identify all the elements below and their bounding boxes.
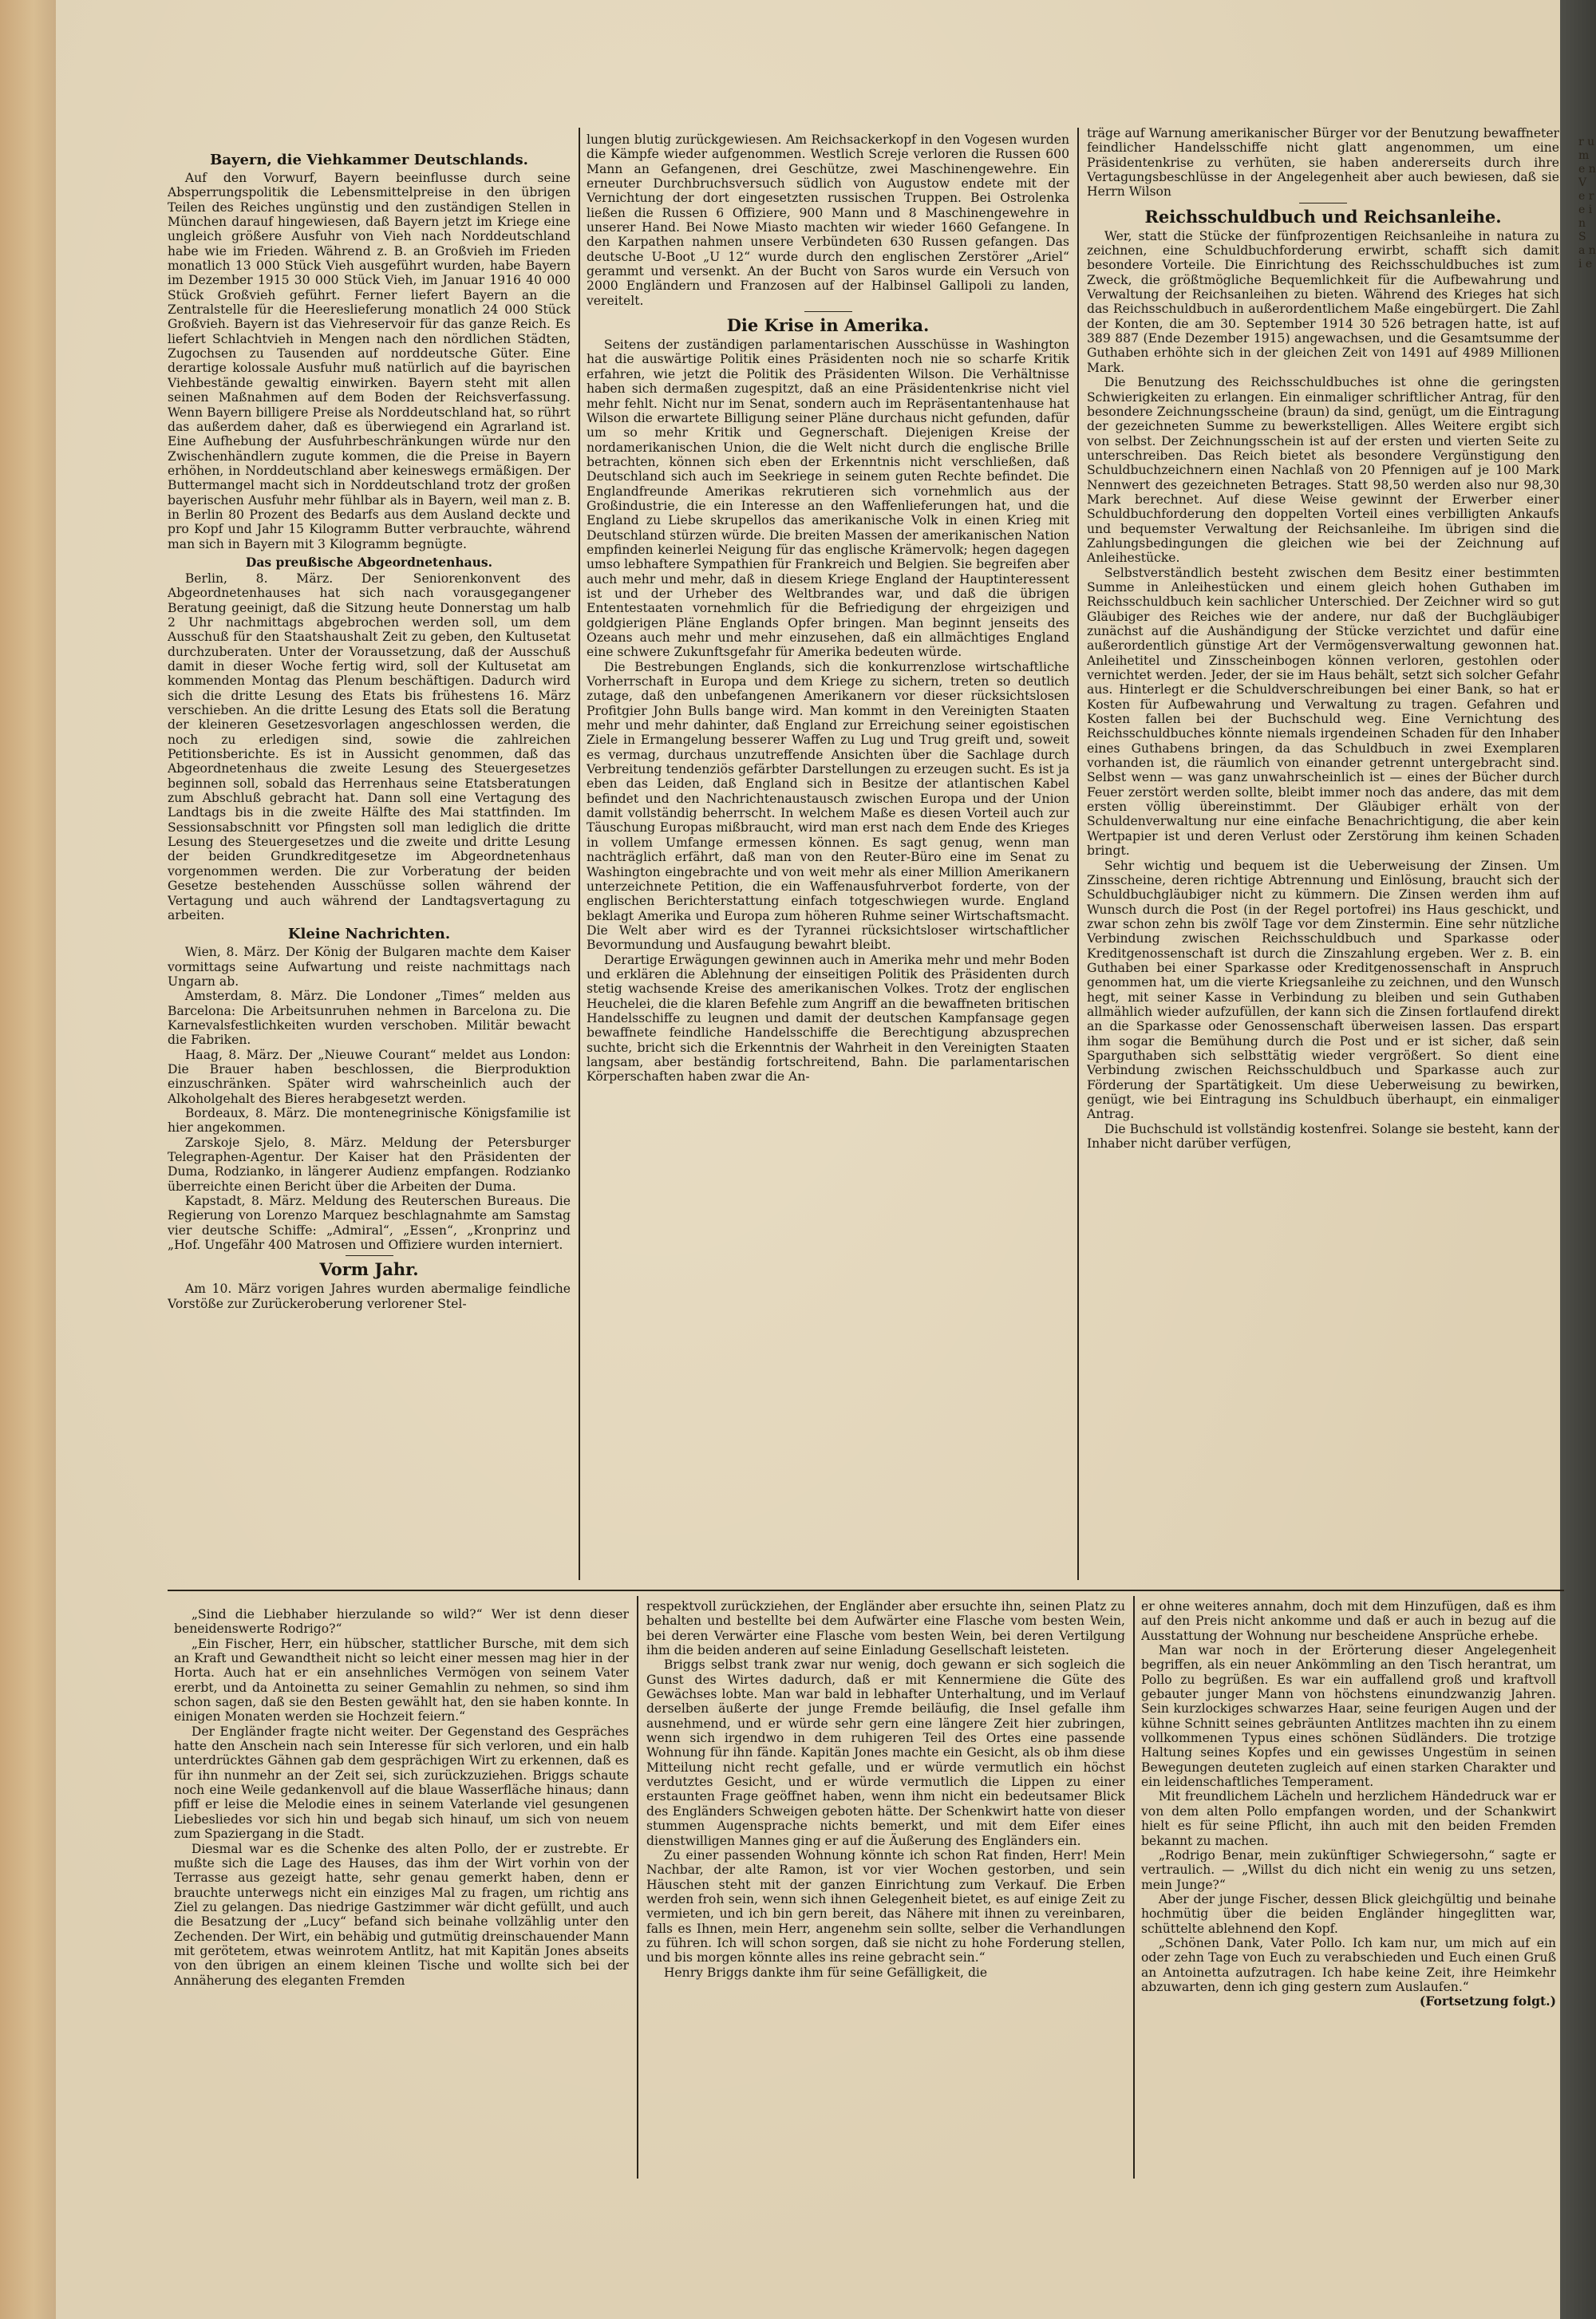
article-paragraph: Berlin, 8. März. Der Seniorenkonvent des Abgeordnetenhauses hat sich nach vorausgegangener Beratung geeinigt, daß die Sitzung heute Donnerstag um halb 2 Uhr nachmittags abgebrochen werden soll, um dem Ausschuß für den Staatshaushalt Zeit zu geben, den Kultusetat durchzuberaten. Unter der Voraussetzung, daß der Ausschuß damit in dieser Woche fertig wird, soll der Kultusetat am kommenden Montag das Plenum beschäftigen. Dadurch wird sich die dritte Lesung des Etats bis frühestens 16. März verschieben. An die dritte Lesung des Etats soll die Beratung der kleineren Gesetzesvorlagen angeschlossen werden, die noch zu erledigen sind, sowie die zahlreichen Petitionsberichte. Es ist in Aussicht genommen, daß das Abgeordnetenhaus die zweite Lesung des Steuergesetzes beginnen soll, sobald das Herrenhaus seine Etatsberatungen zum Abschluß gebracht hat. Dann soll eine Vertagung des Landtags bis in die zweite Hälfte des Mai stattfinden. Im Sessionsabschnitt vor Pfingsten soll man lediglich die dritte Lesung des Steuergesetzes und die zweite und dritte Lesung der beiden Grundkreditgesetze im Abgeordnetenhaus vorgenommen werden. Die zur Vorberatung der beiden Gesetze bestehenden Ausschüsse sollen während der Vertagung und auch während der Landtagsvertagung zu arbeiten. (168, 571, 571, 922)
article-paragraph: Die Bestrebungen Englands, sich die konkurrenzlose wirtschaftliche Vorherrschaft in Europa und dem Kriege zu sichern, treten so deutlich zutage, daß den unbefangenen Amerikanern vor dieser rücksichtslosen Profitgier John Bulls bange wird. Man kommt in den Vereinigten Staaten mehr und mehr dahinter, daß England zur Erreichung seiner egoistischen Ziele in Ermangelung besserer Waffen zu Lug und Trug greift und, soweit es vermag, durchaus unzutreffende Ansichten über die Sachlage durch Verbreitung tendenziös gefärbter Darstellungen zu erzeugen sucht. Es ist ja eben das Leiden, daß England sich in Besitze der atlantischen Kabel befindet und den Nachrichtenaustausch zwischen Europa und der Union damit vollständig beherrscht. In welchem Maße es diesen Vorteil auch zur Täuschung Europas mißbraucht, wird man erst nach dem Ende des Krieges in vollem Umfange ermessen können. Es sagt genug, wenn man nachträglich erfährt, daß man von den Reuter-Büro eine im Senat zu Washington eingebrachte und von weit mehr als einer Million Amerikanern unterzeichnete Petition, die ein Waffenausfuhrverbot forderte, von der englischen Berichterstattung einfach totgeschwiegen wurde. England beklagt Amerika und Europa zum höheren Ruhme seiner Wirtschaftsmacht. Die Welt aber wird es der Tyrannei rücksichtsloser wirtschaftlicher Bevormundung und Ausfaugung bewahrt bleibt. (587, 659, 1069, 953)
novel-paragraph: „Sind die Liebhaber hierzulande so wild?“ Wer ist denn dieser beneidenswerte Rodrigo?“ (174, 1607, 629, 1637)
feuilleton-column-1 (174, 1607, 629, 2198)
column-rule-upper-1 (579, 128, 580, 1580)
novel-paragraph: Mit freundlichem Lächeln und herzlichem Händedruck war er von dem alten Pollo empfangen worden, und der Schankwirt hielt es für seine Pflicht, ihn auch mit den beiden Fremden bekannt zu machen. (1141, 1789, 1556, 1848)
adjacent-page-text: r u m e n V e r e i n S a n i e (1578, 136, 1596, 271)
novel-paragraph: Zu einer passenden Wohnung könnte ich schon Rat finden, Herr! Mein Nachbar, der alte Ramon, ist vor vier Wochen gestorben, und sein Häuschen steht mit der ganzen Einrichtung zum Verkauf. Die Erben werden froh sein, wenn sich ihnen Gelegenheit bietet, es auf einige Zeit zu vermieten, und ich bin gern bereit, das Nähere mit ihnen zu vereinbaren, falls es Ihnen, mein Herr, angenehm sein sollte, selber die Verhandlungen zu führen. Ich will schon sorgen, daß sie nicht zu hohe Forderung stellen, und bis morgen könnte alles ins reine gebracht sein.“ (646, 1847, 1125, 1965)
news-item: Zarskoje Sjelo, 8. März. Meldung der Petersburger Telegraphen-Agentur. Der Kaiser hat den Präsidenten der Duma, Rodzianko, in längerer Audienz empfangen. Rodzianko überreichte einen Bericht über die Arbeiten der Duma. (168, 1135, 571, 1194)
subhead-kleine-nachrichten: Kleine Nachrichten. (287, 926, 451, 943)
newspaper-page (56, 0, 1560, 2319)
news-item: Wien, 8. März. Der König der Bulgaren machte dem Kaiser vormittags seine Aufwartung und reiste nachmittags nach Ungarn ab. (168, 945, 571, 989)
novel-paragraph: Der Engländer fragte nicht weiter. Der Gegenstand des Gespräches hatte den Anschein nach sein Interesse für sich verloren, und ein halb unterdrücktes Gähnen gab dem gesprächigen Wirt zu erkennen, daß es für ihn nunmehr an der Zeit sei, sich zurückzuziehen. Briggs schaute noch eine Weile gedankenvoll auf die blaue Wasserfläche hinaus; dann pfiff er leise die Melodie eines in seinem Vaterlande viel gesungenen Liebesliedes vor sich hin und begab sich hinauf, um sich von neuem zum Spaziergang in die Stadt. (174, 1724, 629, 1842)
article-paragraph: Die Benutzung des Reichsschuldbuches ist ohne die geringsten Schwierigkeiten zu erlangen. Ein einmaliger schriftlicher Antrag, für den besondere Zeichnungsscheine (braun) da sind, genügt, um die Eintragung der gezeichneten Summe zu bewerkstelligen. Alles Weitere ergibt sich von selbst. Der Zeichnungsschein ist auf der ersten und vierten Seite zu unterschreiben. Das Reich bietet als besondere Vergünstigung den Schuldbuchzeichnern einen Nachlaß von 20 Pfennigen auf je 100 Mark Nennwert des gezeichneten Betrages. Statt 98,50 werden also nur 98,30 Mark berechnet. Auf diese Weise gewinnt der Erwerber einer Schuldbuchforderung den doppelten Vorteil eines verbilligten Ankaufs und bequemster Verwaltung der Reichsanleihe. Im übrigen sind die Zahlungsbedingungen die gleichen wie bei der Zeichnung auf Anleihestücke. (1087, 375, 1559, 566)
headline-krise-amerika: Die Krise in Amerika. (726, 315, 930, 336)
article-paragraph: Selbstverständlich besteht zwischen dem Besitz einer bestimmten Summe in Anleihestücken und einem gleich hohen Guthaben im Reichsschuldbuch kein sachlicher Unterschied. Der Zeichner wird so gut Gläubiger des Reiches wie der andere, nur daß der Buchgläubiger zunächst auf die Aushändigung der Stücke verzichtet und dafür eine außerordentlich günstige Art der Vermögensverwaltung gewonnen hat. Anleihetitel und Zinsscheinbogen können verloren, gestohlen oder vernichtet werden. Jeder, der sie im Haus behält, setzt sich solcher Gefahr aus. Hinterlegt er die Schuldverschreibungen bei einer Bank, so hat er Kosten für Aufbewahrung und Verwaltung zu tragen. Gefahren und Kosten fallen bei der Buchschuld weg. Eine Vernichtung des Reichsschuldbuches könnte niemals irgendeinen Schaden für den Inhaber eines Guthabens bringen, da das Schuldbuch in zwei Exemplaren vorhanden ist, die räumlich von einander getrennt untergebracht sind. Selbst wenn — was ganz unwahrscheinlich ist — eines der Bücher durch Feuer zerstört werden sollte, bleibt immer noch das andere, das mit dem ersten völlig übereinstimmt. Der Gläubiger erhält von der Schuldenverwaltung nur eine einfache Benachrichtigung, die aber kein Wertpapier ist und deren Verlust oder Zerstörung ihm keinen Schaden bringt. (1087, 565, 1559, 859)
article-paragraph: Wer, statt die Stücke der fünfprozentigen Reichsanleihe in natura zu zeichnen, eine Schuldbuchforderung erwirbt, schafft sich damit besondere Vorteile. Die Einrichtung des Reichsschuldbuches ist zum Zweck, die größtmögliche Bequemlichkeit für die Aufbewahrung und Verwaltung der Reichsanleihen zu bieten. Während des Krieges hat sich das Reichsschuldbuch in außerordentlichem Maße eingebürgert. Die Zahl der Konten, die am 30. September 1914 30 526 betragen hatte, ist auf 389 887 (Ende Dezember 1915) angewachsen, und die Gesamtsumme der Guthaben erhöhte sich in der gleichen Zeit von 1491 auf 4989 Millionen Mark. (1087, 228, 1559, 375)
headline-reichsschuldbuch: Reichsschuldbuch und Reichsanleihe. (1144, 206, 1502, 227)
column-rule-lower-2 (1133, 1596, 1135, 2179)
scanner-background (1560, 0, 1596, 2319)
article-paragraph: Sehr wichtig und bequem ist die Ueberweisung der Zinsen. Um Zinsscheine, deren richtige Abtrennung und Einlösung, braucht sich der Schuldbuchgläubiger nicht zu kümmern. Die Zinsen werden ihm auf Wunsch durch die Post (in der Regel portofrei) ins Haus geschickt, und zwar schon zehn bis zwölf Tage vor dem Zinstermin. Eine sehr nützliche Verbindung zwischen Reichsschuldbuch und Sparkasse oder Kreditgenossenschaft ist durch die Zinszahlung ergeben. Wer z. B. ein Guthaben bei einer Sparkasse oder Kreditgenossenschaft in Anspruch genommen hat, um die vierte Kriegsanleihe zu zeichnen, und den Wunsch hegt, mit seiner Kasse in Verbindung zu bleiben und sein Guthaben allmählich wieder aufzufüllen, der kann sich die Zinsen fortlaufend direkt an die Sparkasse oder Genossenschaft überweisen lassen. Das erspart ihm sogar die Bemühung durch die Post und er ist sicher, daß sein Sparguthaben sich selbsttätig wieder vergrößert. So dient eine Verbindung zwischen Reichsschuldbuch und Sparkasse auch zur Förderung der Spartätigkeit. Um diese Ueberweisung zu bewirken, genügt, wie bei Eintragung ins Schuldbuch überhaupt, ein einmaliger Antrag. (1087, 858, 1559, 1122)
subhead-abgeordnetenhaus: Das preußische Abgeordnetenhaus. (245, 554, 493, 570)
news-item: Amsterdam, 8. März. Die Londoner „Times“ melden aus Barcelona: Die Arbeitsunruhen nehmen in Barcelona zu. Die Karnevalsfestlichkeiten wurden verschoben. Militär bewacht die Fabriken. (168, 989, 571, 1048)
article-paragraph: Am 10. März vorigen Jahres wurden abermalige feindliche Vorstöße zur Zurückeroberung verlorener Stel- (168, 1282, 571, 1311)
column-rule-upper-2 (1077, 128, 1079, 1580)
novel-paragraph: „Rodrigo Benar, mein zukünftiger Schwiegersohn,“ sagte er vertraulich. — „Willst du dich nicht ein wenig zu uns setzen, mein Junge?“ (1141, 1847, 1556, 1892)
novel-paragraph: Man war noch in der Erörterung dieser Angelegenheit begriffen, als ein neuer Ankömmling an den Tisch herantrat, um Pollo zu begrüßen. Es war ein auffallend groß und kraftvoll gebauter junger Mann von höchstens einundzwanzig Jahren. Sein kurzlockiges schwarzes Haar, seine feurigen Augen und der kühne Schnitt seines gebräunten Antlitzes machten ihn zu einem vollkommenen Typus eines schönen Südländers. Die trotzige Haltung seines Kopfes und ein gewisses Ungestüm in seinen Bewegungen deuteten zugleich auf einen starken Charakter und ein leidenschaftliches Temperament. (1141, 1643, 1556, 1790)
novel-paragraph: Henry Briggs dankte ihm für seine Gefälligkeit, die (663, 1965, 988, 1980)
article-paragraph: lungen blutig zurückgewiesen. Am Reichsackerkopf in den Vogesen wurden die Kämpfe wieder aufgenommen. Westlich Screje verloren die Russen 600 Mann an Gefangenen, drei Geschütze, zwei Maschinengewehre. Ein erneuter Durchbruchsversuch südlich von Augustow endete mit der Vernichtung der dort eingesetzten russischen Truppen. Bei Ostrolenka ließen die Russen 6 Offiziere, 900 Mann und 8 Maschinengewehre in unserer Hand. Bei Nowe Miasto machten wir wieder 1660 Gefangene. In den Karpathen nahmen unsere Verbündeten 630 Russen gefangen. Das deutsche U-Boot „U 12“ wurde durch den englischen Zerstörer „Ariel“ gerammt und versenkt. An der Bucht von Saros wurde ein Versuch von 2000 Engländern und Franzosen auf der Halbinsel Gallipoli zu landen, vereitelt. (587, 132, 1069, 308)
feuilleton-column-3 (1141, 1599, 1556, 2198)
article-paragraph: Seitens der zuständigen parlamentarischen Ausschüsse in Washington hat die auswärtige Politik eines Präsidenten noch nie so scharfe Kritik erfahren, wie jetzt die Politik des Präsidenten Wilson. Die Verhältnisse haben sich dermaßen zugespitzt, daß an eine Präsidentenkrise nicht viel mehr fehlt. Nicht nur im Senat, sondern auch im Repräsentantenhause hat Wilson die erwartete Billigung seiner Pläne durchaus nicht gefunden, dafür um so mehr Kritik und Gegnerschaft. Diejenigen Kreise der nordamerikanischen Union, die die Welt nicht durch die englische Brille betrachten, können sich eben der Erkenntnis nicht verschließen, daß Deutschland sich auch im Seekriege in seinem guten Rechte befindet. Die Englandfreunde Amerikas rekrutieren sich vornehmlich aus der Großindustrie, die ein Interesse an den Waffenlieferungen hat, und die England zu Liebe skrupellos das amerikanische Volk in einen Krieg mit Deutschland stürzen würde. Die breiten Massen der amerikanischen Nation empfinden keinerlei Neigung für das englische Krämervolk; hegen dagegen umso lebhaftere Sympathien für Frankreich und Belgien. Sie begreifen aber auch mehr und mehr, daß in diesem Kriege England der Hauptinteressent ist und der Urheber des Weltbrandes war, und daß die übrigen Ententestaaten vornehmlich für die Befriedigung der ehrgeizigen und goldgierigen Pläne Englands Opfer bringen. Man beginnt jenseits des Ozeans auch mehr und mehr einzusehen, daß ein allmächtiges England eine schwere Zukunftsgefahr für Amerika bedeuten würde. (587, 338, 1069, 660)
book-binding (0, 0, 56, 2319)
novel-paragraph: respektvoll zurückziehen, der Engländer aber ersuchte ihn, seinen Platz zu behalten und bestellte bei dem Aufwärter eine Flasche vom besten Wein, bei deren Verwärter eine Flasche vom besten Wein, bei deren Vertilgung ihm die beiden anderen auf seine Einladung Gesellschaft leisteten. (646, 1599, 1125, 1658)
upper-column-2 (587, 132, 1069, 1585)
article-paragraph: träge auf Warnung amerikanischer Bürger vor der Benutzung bewaffneter feindlicher Handelsschiffe nicht glatt angenommen, um eine Präsidentenkrise zu verhüten, sie haben andererseits durch ihre Vertagungsbeschlüsse in der Angelegenheit aber auch bewiesen, daß sie Herrn Wilson (1087, 126, 1559, 200)
novel-paragraph: Diesmal war es die Schenke des alten Pollo, der er zustrebte. Er mußte sich die Lage des Hauses, das ihm der Wirt vorhin von der Terrasse aus gezeigt hatte, sehr genau gemerkt haben, denn er brauchte unterwegs nicht ein einziges Mal zu fragen, um richtig ans Ziel zu gelangen. Das niedrige Gastzimmer wär dicht gefüllt, und auch die Besatzung der „Lucy“ befand sich beinahe vollzählig unter den Zechenden. Der Wirt, ein behäbig und gutmütig dreinschauender Mann mit gerötetem, etwas weinrotem Antlitz, hat mit Kapitän Jones abseits von den übrigen an einem kleinen Tische und wollte sich bei der Annäherung des eleganten Fremden (174, 1841, 629, 1988)
upper-column-1 (168, 148, 571, 1585)
news-item: Kapstadt, 8. März. Meldung des Reuterschen Bureaus. Die Regierung von Lorenzo Marquez beschlagnahmte am Samstag vier deutsche Schiffe: „Admiral“, „Essen“, „Kronprinz und „Hof. Ungefähr 400 Matrosen und Offiziere wurden interniert. (168, 1194, 571, 1253)
feuilleton-column-2 (646, 1599, 1125, 2198)
upper-column-3 (1087, 126, 1559, 1585)
article-paragraph: Die Buchschuld ist vollständig kostenfrei. Solange sie besteht, kann der Inhaber nicht darüber verfügen, (1087, 1121, 1559, 1152)
novel-paragraph: „Ein Fischer, Herr, ein hübscher, stattlicher Bursche, mit dem sich an Kraft und Gewandtheit nicht so leicht einer messen mag hier in der Horta. Auch hat er ein ansehnliches Vermögen von seinem Vater ererbt, und da Antoinetta zu seiner Gemahlin zu nehmen, so sind ihm schon sagen, daß sie den Besten gewählt hat, den sie haben konnte. In einigen Monaten werden sie Hochzeit feiern.“ (174, 1636, 629, 1724)
continuation-note: (Fortsetzung folgt.) (1419, 1993, 1556, 2009)
novel-paragraph: Briggs selbst trank zwar nur wenig, doch gewann er sich sogleich die Gunst des Wirtes dadurch, daß er mit Kennermiene die Güte des Gewächses lobte. Man war bald in lebhafter Unterhaltung, und im Verlauf derselben äußerte der junge Fremde beiläufig, die Insel gefalle ihm ausnehmend, und er würde sehr gern eine längere Zeit hier zubringen, wenn sich irgendwo in dem ruhigeren Teil des Ortes eine passende Wohnung für ihn fände. Kapitän Jones machte ein Gesicht, als ob ihm diese Mitteilung nicht recht gefalle, und er würde vermutlich ein höchst verdutztes Gesicht, und er würde vermutlich die Lippen zu einer erstaunten Frage geöffnet haben, wenn ihm nicht ein bedeutsamer Blick des Engländers Schweigen geboten hätte. Der Schenkwirt hatte von dieser stummen Augensprache nichts bemerkt, und mit dem Eifer eines dienstwilligen Mannes ging er auf die Äußerung des Engländers ein. (646, 1657, 1125, 1848)
subhead-vorm-jahr: Vorm Jahr. (319, 1259, 419, 1280)
novel-paragraph: „Schönen Dank, Vater Pollo. Ich kam nur, um mich auf ein oder zehn Tage von Euch zu verabschieden und Euch einen Gruß an Antoinetta aufzutragen. Ich habe keine Zeit, ihre Heimkehr abzuwarten, denn ich ging gestern zum Auslaufen.“ (1141, 1935, 1556, 1994)
column-rule-lower-1 (637, 1596, 638, 2179)
section-rule (804, 311, 852, 312)
article-paragraph: Derartige Erwägungen gewinnen auch in Amerika mehr und mehr Boden und erklären die Ablehnung der einseitigen Politik des Präsidenten durch stetig wachsende Kreise des amerikanischen Volkes. Trotz der englischen Heuchelei, die die klaren Befehle zum Angriff an die bewaffneten britischen Handelsschiffe zu leugnen und damit der deutschen Kampfansage gegen bewaffnete feindliche Handelsschiffe die Berechtigung abzusprechen suchte, bricht sich die Erkenntnis der Wahrheit in den Vereinigten Staaten langsam, aber beständig fortschreitend, Bahn. Die parlamentarischen Körperschaften haben zwar die An- (587, 952, 1069, 1084)
novel-paragraph: Aber der junge Fischer, dessen Blick gleichgültig und beinahe hochmütig über die beiden Engländer hingeglitten war, schüttelte ablehnend den Kopf. (1141, 1891, 1556, 1936)
news-item: Bordeaux, 8. März. Die montenegrinische Königsfamilie ist hier angekommen. (168, 1105, 571, 1136)
headline-bayern: Bayern, die Viehkammer Deutschlands. (210, 152, 528, 168)
novel-paragraph: er ohne weiteres annahm, doch mit dem Hinzufügen, daß es ihm auf den Preis nicht ankomme und daß er auch in bezug auf die Ausstattung der Wohnung nur bescheidene Ansprüche erhebe. (1141, 1599, 1556, 1643)
article-paragraph: Auf den Vorwurf, Bayern beeinflusse durch seine Absperrungspolitik die Lebensmittelpreise in den übrigen Teilen des Reiches ungünstig und den zuständigen Stellen in München darauf hingewiesen, daß Bayern jetzt im Kriege eine ungleich größere Ausfuhr von Vieh nach Norddeutschland habe wie im Frieden. Während z. B. an Großvieh im Frieden monatlich 13 000 Stück Vieh ausgeführt wurden, habe Bayern im Dezember 1915 30 000 Stück Vieh, im Januar 1916 40 000 Stück Großvieh geführt. Ferner liefert Bayern an die Zentralstelle für die Heereslieferung monatlich 24 000 Stück Großvieh. Bayern ist das Viehreservoir für das ganze Reich. Es liefert Schlachtvieh in Mengen nach den nördlichen Städten, Zugochsen zu Tausenden auf norddeutsche Güter. Eine derartige kolossale Ausfuhr muß natürlich auf die bayrischen Viehbestände gewaltig einwirken. Bayern steht mit allen seinen Maßnahmen auf dem Boden der Reichsverfassung. Wenn Bayern billigere Preise als Norddeutschland hat, so rührt das außerdem daher, daß es überwiegend ein Agrarland ist. Eine Aufhebung der Ausfuhrbeschränkungen würde nur den Zwischenhändlern zugute kommen, die die Preise in Bayern erhöhen, in Norddeutschland aber keineswegs ermäßigen. Der Buttermangel macht sich in Norddeutschland trotz der großen bayerischen Ausfuhr mehr fühlbar als in Bayern, weil man z. B. in Berlin 80 Prozent des Bedarfs aus dem Ausland deckte und pro Kopf und Jahr 15 Kilogramm Butter verbrauchte, während man sich in Bayern mit 3 Kilogramm begnügte. (168, 171, 571, 551)
feuilleton-divider (168, 1590, 1564, 1591)
news-item: Haag, 8. März. Der „Nieuwe Courant“ meldet aus London: Die Brauer haben beschlossen, die Bierproduktion einzuschränken. Später wird wahrscheinlich auch der Alkoholgehalt des Bieres herabgesetzt werden. (168, 1047, 571, 1106)
section-rule (346, 1255, 393, 1256)
